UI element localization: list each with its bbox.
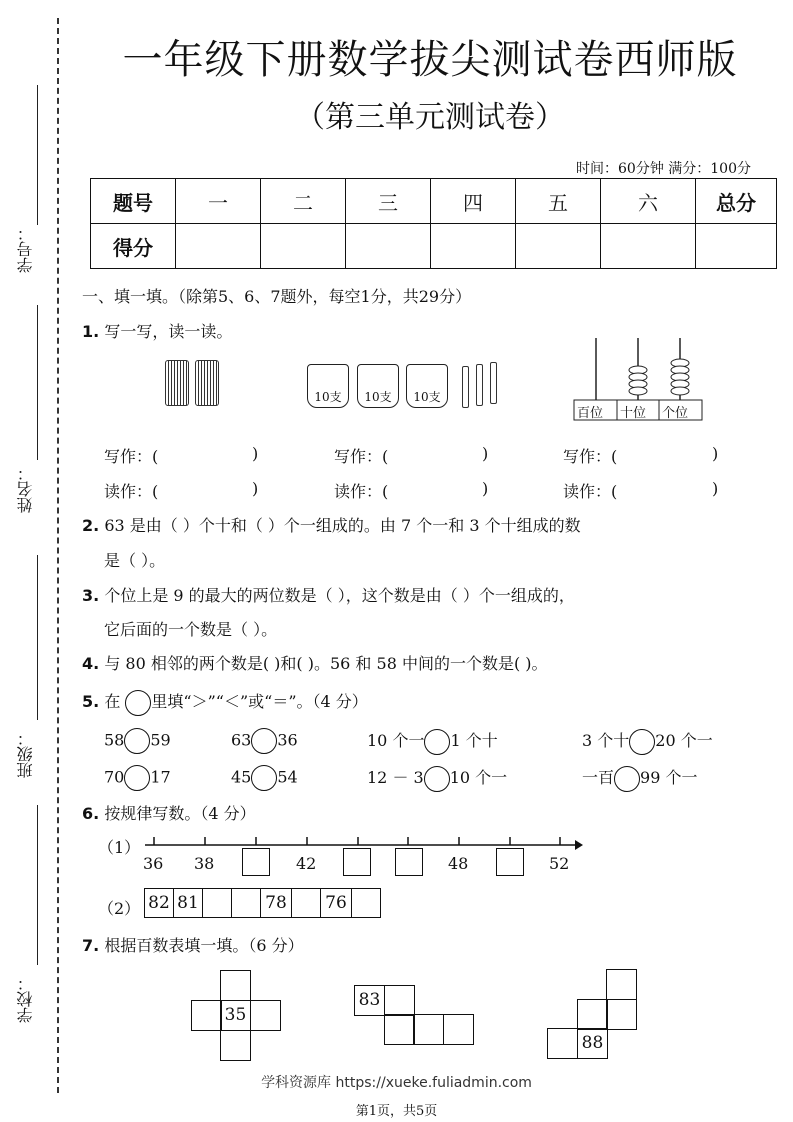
compare-circle[interactable] [424,729,450,755]
score-cell[interactable] [346,224,431,269]
grid-cell[interactable] [250,1000,281,1031]
paren-close: ) [252,444,259,463]
grid-cell[interactable] [577,999,608,1030]
page-title: 一年级下册数学拔尖测试卷西师版 [122,37,738,83]
compare-circle[interactable] [424,766,450,792]
sequence-cell[interactable] [291,888,321,918]
number-line-value: 42 [296,854,317,873]
grid-cell[interactable] [413,1014,444,1045]
sequence-cell[interactable] [202,888,232,918]
compare-left: 70 [104,767,125,787]
pencil-cup-icon: 10支 [406,364,448,408]
question-text: 它后面的一个数是（ ）。 [104,620,278,639]
compare-right: 36 [277,730,298,750]
question-text: 个位上是 9 的最大的两位数是（ ），这个数是由（ ）个一组成的， [104,586,575,605]
question-text: 根据百数表填一填。（6 分） [104,936,304,955]
sequence-cell[interactable] [351,888,381,918]
read-label: 读作：( [104,482,159,501]
grid-cell[interactable] [606,969,637,1000]
compare-circle[interactable] [614,766,640,792]
school-line [37,805,38,965]
compare-circle[interactable] [124,728,150,754]
grid-cell[interactable] [606,999,637,1030]
paren-close: ) [482,444,489,463]
number-line-value: 36 [143,854,164,873]
compare-left: 一百 [582,768,615,787]
pencil-icon [490,362,497,404]
paren-close: ) [712,479,719,498]
stick-bundle-icon [195,360,219,406]
compare-left: 63 [231,730,252,750]
compare-left: 45 [231,767,252,787]
grid-cell: 88 [577,1028,608,1059]
score-table [90,178,777,269]
number-line-value: 52 [549,854,570,873]
section-heading: 一、填一填。（除第5、6、7题外，每空1分，共29分） [82,287,472,306]
write-label: 写作：( [563,447,618,466]
compare-right: 1 个十 [450,731,498,750]
score-header-cell: 总分 [696,179,777,224]
sequence-cell[interactable] [231,888,261,918]
exam-meta: 时间：60分钟 满分：100分 [576,161,751,177]
question-text: 63 是由（ ）个十和（ ）个一组成的。由 7 个一和 3 个十组成的数 [104,516,581,535]
score-cell[interactable] [176,224,261,269]
score-header-cell: 五 [516,179,601,224]
question-number: 5. [82,692,100,711]
name-label: 姓名： [16,465,35,513]
compare-circle[interactable] [124,765,150,791]
stick-bundle-icon [165,360,189,406]
grid-cell[interactable] [443,1014,474,1045]
score-row-label: 得分 [91,224,176,269]
question-text: 里填“＞”“＜”或“＝”。（4 分） [151,692,368,711]
question-number: 3. [82,586,100,605]
sequence-cell: 78 [260,888,292,918]
write-label: 写作：( [104,447,159,466]
watermark: 学科资源库 https://xueke.fuliadmin.com [261,1075,532,1091]
score-header-cell: 一 [176,179,261,224]
grid-cell[interactable] [220,970,251,1001]
pencil-icon [476,364,483,406]
paren-close: ) [252,479,259,498]
paren-close: ) [712,444,719,463]
score-header-cell: 二 [261,179,346,224]
student-id-line [37,85,38,225]
score-cell[interactable] [431,224,516,269]
abacus-label: 百位 [577,406,604,421]
abacus-label: 个位 [662,406,689,421]
grid-cell[interactable] [547,1028,578,1059]
page-subtitle: （第三单元测试卷） [295,100,565,135]
part-label: （1） [98,838,141,857]
write-label: 写作：( [334,447,389,466]
question-number: 1. [82,322,100,341]
pencil-cup-icon: 10支 [357,364,399,408]
answer-box[interactable] [242,848,270,876]
score-cell[interactable] [261,224,346,269]
grid-cell[interactable] [191,1000,222,1031]
sequence-cell: 81 [173,888,203,918]
question-number: 6. [82,804,100,823]
compare-left: 58 [104,730,125,750]
grid-cell: 83 [354,985,385,1016]
part-label: （2） [98,899,141,918]
compare-right: 54 [277,767,298,787]
sequence-cell: 76 [320,888,352,918]
score-header-cell: 三 [346,179,431,224]
page-number: 第1页，共5页 [355,1104,438,1119]
student-id-label: 学号： [16,225,35,273]
score-cell[interactable] [696,224,777,269]
grid-cell[interactable] [384,1014,415,1045]
question-text: 按规律写数。（4 分） [104,804,256,823]
pencil-cup-icon: 10支 [307,364,349,408]
name-line [37,305,38,460]
compare-circle[interactable] [251,728,277,754]
pencil-icon [462,366,469,408]
compare-right: 17 [150,767,171,787]
class-label: 班级： [16,730,35,778]
compare-circle[interactable] [251,765,277,791]
compare-right: 20 个一 [655,731,713,750]
question-text: 与 80 相邻的两个数是( )和( )。56 和 58 中间的一个数是( )。 [104,654,548,673]
score-cell[interactable] [601,224,696,269]
school-label: 学校： [16,975,35,1023]
question-number: 7. [82,936,100,955]
paren-close: ) [482,479,489,498]
answer-box[interactable] [496,848,524,876]
grid-cell[interactable] [220,1030,251,1061]
score-header-cell: 四 [431,179,516,224]
score-cell[interactable] [516,224,601,269]
compare-right: 59 [150,730,171,750]
class-line [37,555,38,720]
answer-box[interactable] [395,848,423,876]
grid-cell: 35 [220,1000,251,1031]
number-line-value: 38 [194,854,215,873]
read-label: 读作：( [334,482,389,501]
sequence-cell: 82 [144,888,174,918]
score-header-cell: 六 [601,179,696,224]
compare-right: 99 个一 [640,768,698,787]
number-line-value: 48 [448,854,469,873]
question-text: 在 [104,692,121,711]
answer-box[interactable] [343,848,371,876]
compare-left: 10 个一 [367,731,425,750]
compare-circle[interactable] [629,729,655,755]
abacus-label: 十位 [620,406,647,421]
question-number: 2. [82,516,100,535]
score-header-cell: 题号 [91,179,176,224]
question-text: 是（ ）。 [104,551,166,570]
grid-cell[interactable] [384,985,415,1016]
read-label: 读作：( [563,482,618,501]
compare-left: 12 － 3 [367,768,424,787]
question-text: 写一写，读一读。 [104,322,233,341]
binding-dashed-line [57,18,59,1093]
question-number: 4. [82,654,100,673]
compare-circle-icon [125,690,151,716]
compare-right: 10 个一 [449,768,508,787]
compare-left: 3 个十 [582,731,630,750]
